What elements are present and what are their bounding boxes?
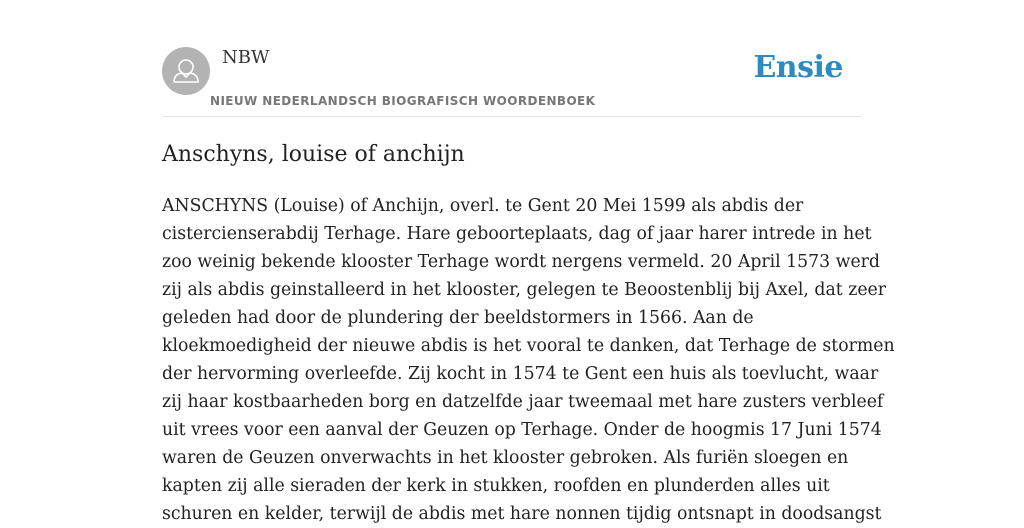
- article-body: [162, 192, 895, 528]
- article-line: geleden had door de plundering der beeldstormers in 1566. Aan de: [162, 308, 754, 328]
- ensie-logo[interactable]: Ensie: [753, 50, 843, 85]
- source-header: [162, 0, 862, 117]
- source-full-name[interactable]: NIEUW NEDERLANDSCH BIOGRAFISCH WOORDENBOEK: [210, 94, 596, 108]
- article-line: cistercienserabdij Terhage. Hare geboorteplaats, dag of jaar harer intrede in het: [162, 224, 872, 244]
- article-line: zoo weinig bekende klooster Terhage wordt nergens vermeld. 20 April 1573 werd: [162, 252, 880, 272]
- article-line: zij haar kostbaarheden borg en datzelfde jaar tweemaal met hare zusters verbleef: [162, 392, 884, 412]
- source-name[interactable]: NBW: [222, 47, 270, 68]
- user-icon: [162, 47, 210, 95]
- article-line: ANSCHYNS (Louise) of Anchijn, overl. te Gent 20 Mei 1599 als abdis der: [162, 196, 804, 216]
- article-line: der hervorming overleefde. Zij kocht in 1574 te Gent een huis als toevlucht, waar: [162, 364, 879, 384]
- article-line: waren de Geuzen onverwachts in het klooster gebroken. Als furiën sloegen en: [162, 448, 849, 468]
- article-line: schuren en kelder, terwijl de abdis met hare nonnen tijdig ontsnapt in doodsangst: [162, 504, 882, 524]
- avatar[interactable]: [162, 47, 210, 95]
- article-title: Anschyns, louise of anchijn: [162, 142, 465, 167]
- article-line: kloekmoedigheid der nieuwe abdis is het vooral te danken, dat Terhage de stormen: [162, 336, 895, 356]
- article-line: zij als abdis geinstalleerd in het klooster, gelegen te Beoostenblij bij Axel, dat zeer: [162, 280, 887, 300]
- article-line: kapten zij alle sieraden der kerk in stukken, roofden en plunderden alles uit: [162, 476, 830, 496]
- article-line: uit vrees voor een aanval der Geuzen op Terhage. Onder de hoogmis 17 Juni 1574: [162, 420, 882, 440]
